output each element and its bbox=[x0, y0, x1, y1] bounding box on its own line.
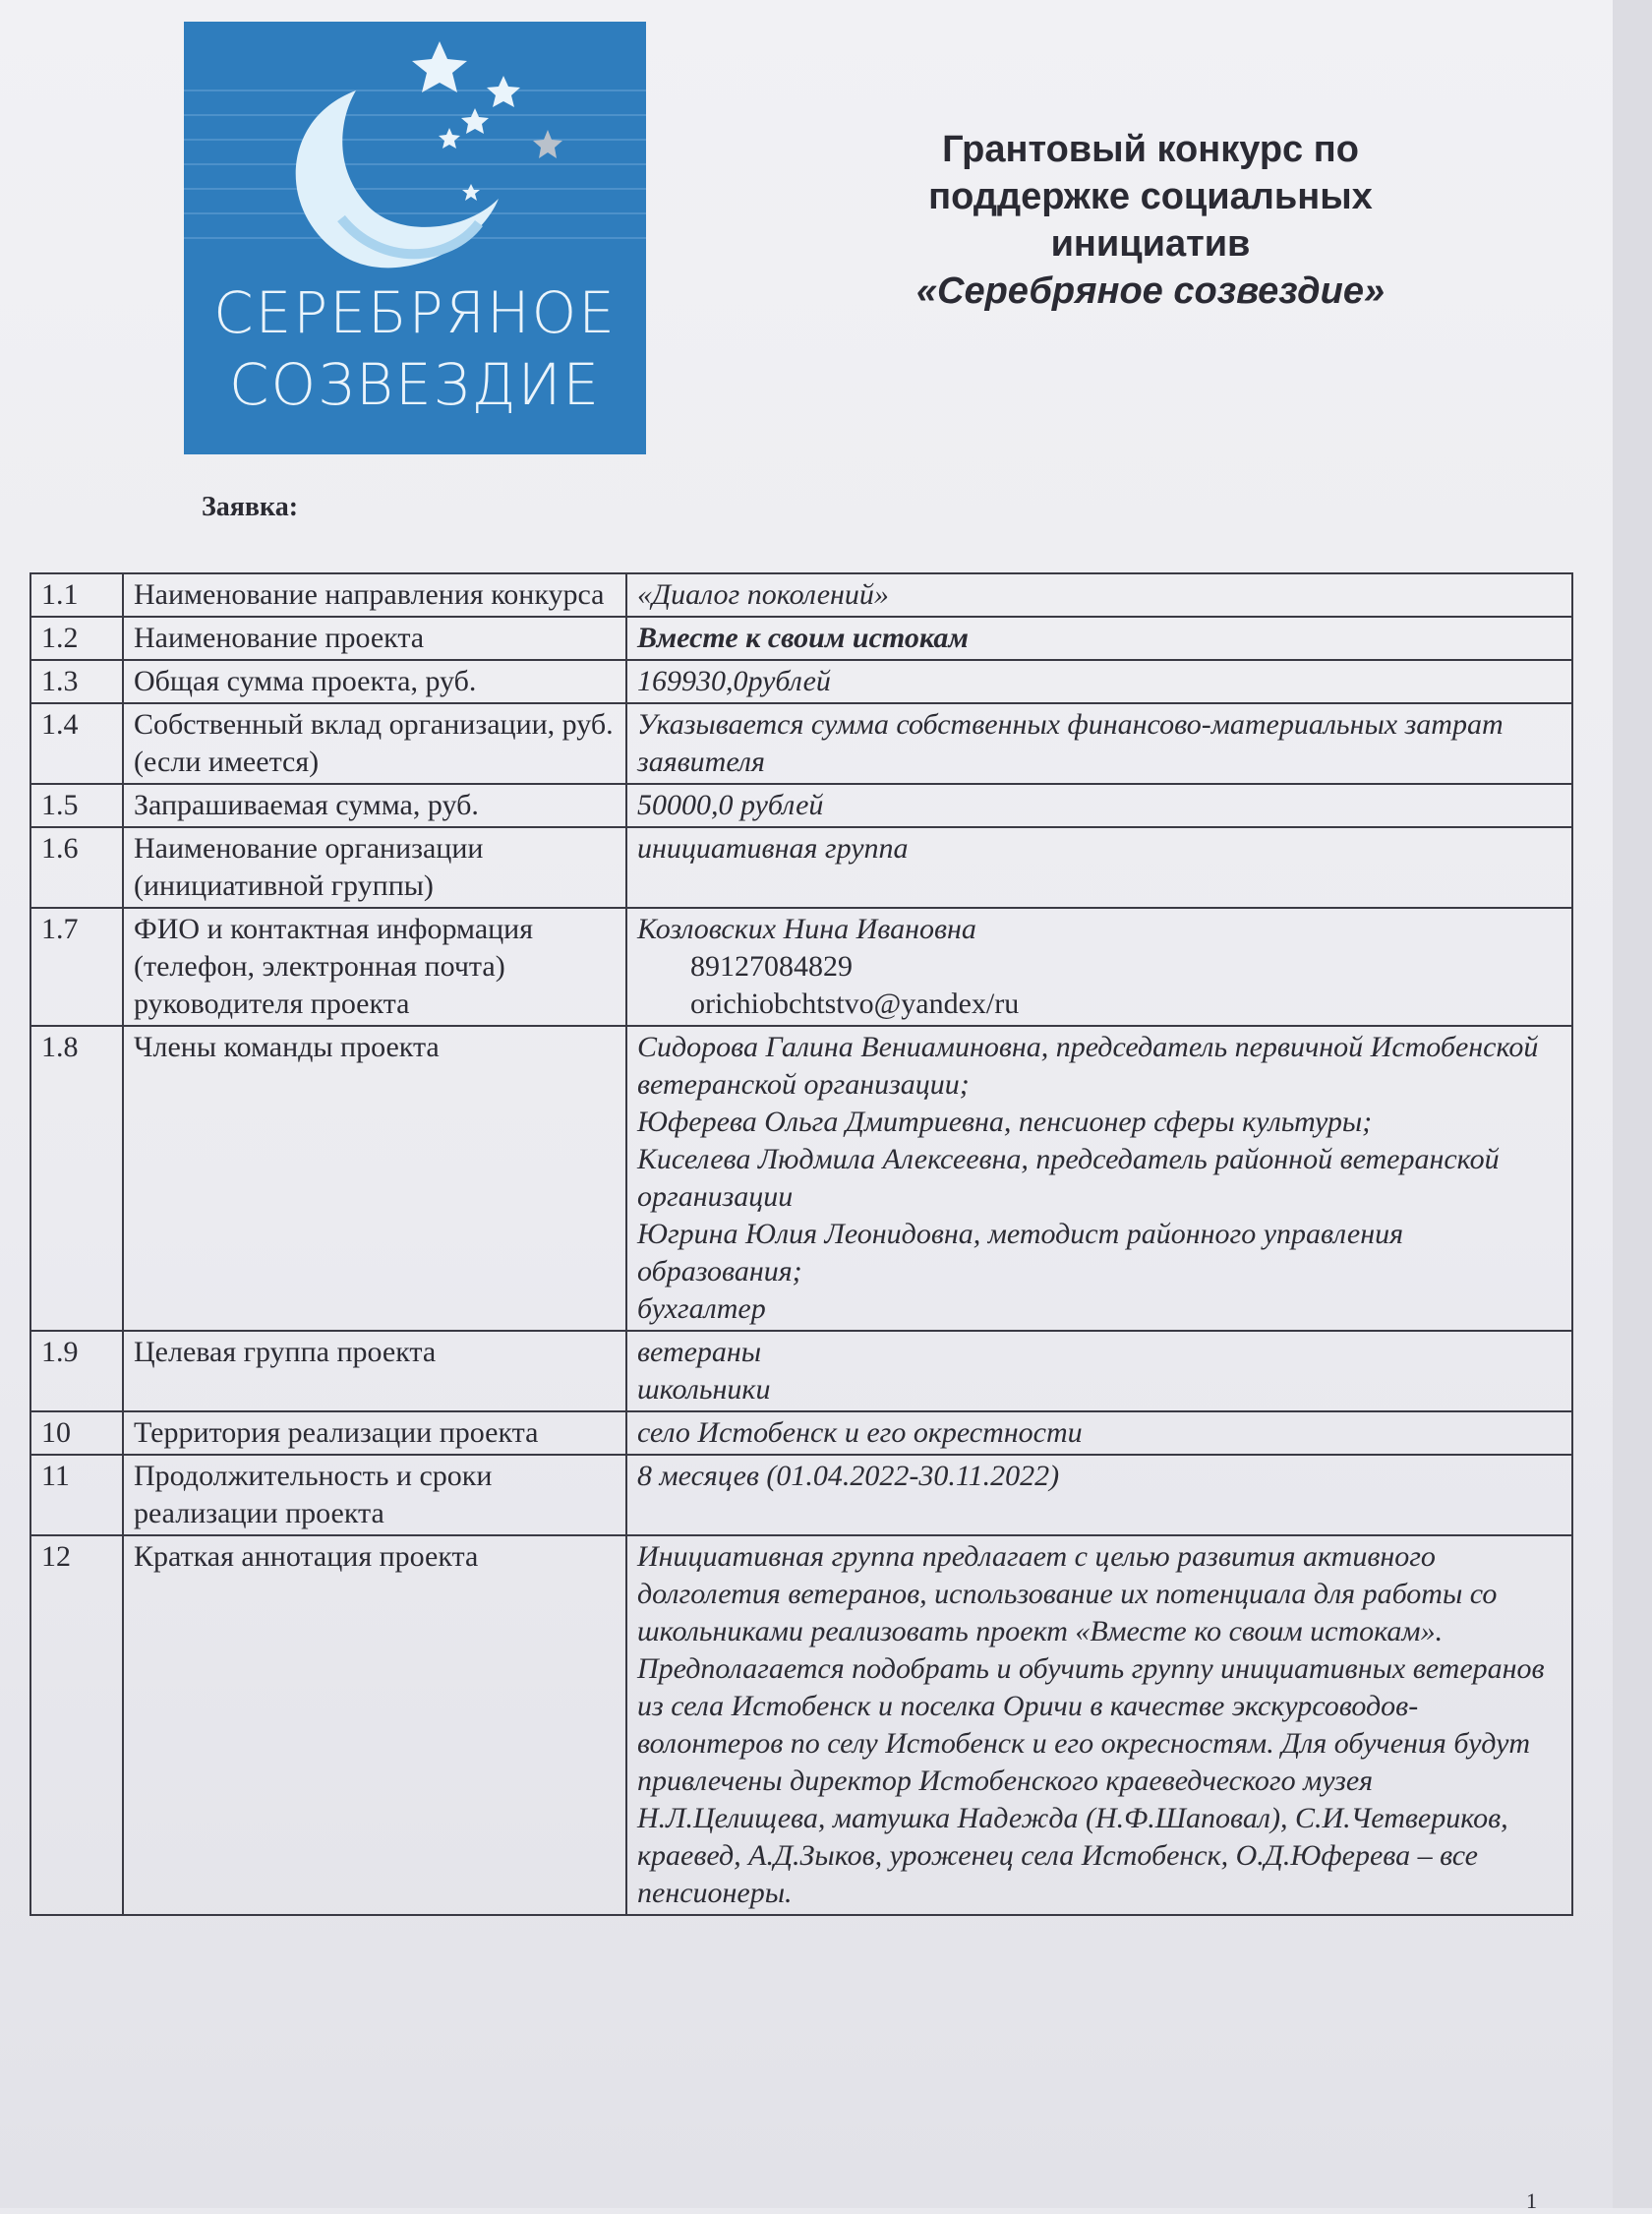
row-value: Указывается сумма собственных финансово-материальных затрат заявителя bbox=[626, 703, 1572, 784]
row-value: 50000,0 рублей bbox=[626, 784, 1572, 827]
row-field: Наименование направления конкурса bbox=[123, 573, 626, 617]
table-row bbox=[30, 1331, 1572, 1411]
title-line: «Серебряное созвездие» bbox=[915, 270, 1386, 312]
target-group: ветераны bbox=[637, 1336, 762, 1368]
row-field: Общая сумма проекта, руб. bbox=[123, 660, 626, 703]
logo-text-line1: СЕРЕБРЯНОЕ bbox=[213, 279, 617, 346]
row-number: 1.2 bbox=[30, 617, 123, 660]
row-value-contacts bbox=[626, 908, 1572, 1026]
row-number: 12 bbox=[30, 1535, 123, 1915]
row-number: 1.5 bbox=[30, 784, 123, 827]
table-row bbox=[30, 1455, 1572, 1535]
team-member: Юферева Ольга Дмитриевна, пенсионер сферы культуры; bbox=[637, 1106, 1373, 1138]
row-field: Продолжительность и сроки реализации проекта bbox=[123, 1455, 626, 1535]
row-field: Наименование проекта bbox=[123, 617, 626, 660]
row-number: 10 bbox=[30, 1411, 123, 1455]
row-number: 11 bbox=[30, 1455, 123, 1535]
page-number: 1 bbox=[1526, 2188, 1537, 2213]
table-row bbox=[30, 660, 1572, 703]
application-label: Заявка: bbox=[202, 492, 299, 522]
table-row bbox=[30, 573, 1572, 617]
contact-phone: 89127084829 bbox=[690, 950, 853, 983]
row-number: 1.9 bbox=[30, 1331, 123, 1411]
row-number: 1.6 bbox=[30, 827, 123, 908]
row-value: 169930,0рублей bbox=[626, 660, 1572, 703]
row-number: 1.4 bbox=[30, 703, 123, 784]
contest-logo bbox=[184, 22, 646, 454]
contact-email: orichiobchtstvo@yandex/ru bbox=[690, 987, 1020, 1020]
team-member: бухгалтер bbox=[637, 1292, 766, 1325]
row-number: 1.7 bbox=[30, 908, 123, 1026]
row-field: Наименование организации (инициативной группы) bbox=[123, 827, 626, 908]
title-line: поддержке социальных bbox=[928, 176, 1373, 217]
row-number: 1.1 bbox=[30, 573, 123, 617]
row-value: инициативная группа bbox=[626, 827, 1572, 908]
page-title bbox=[806, 126, 1495, 315]
row-field: Собственный вклад организации, руб. (если имеется) bbox=[123, 703, 626, 784]
title-line: инициатив bbox=[1050, 223, 1251, 265]
logo-text-line2: СОЗВЕЗДИЕ bbox=[228, 351, 602, 418]
table-row bbox=[30, 1026, 1572, 1331]
row-number: 1.8 bbox=[30, 1026, 123, 1331]
table-row bbox=[30, 784, 1572, 827]
row-field: ФИО и контактная информация (телефон, электронная почта) руководителя проекта bbox=[123, 908, 626, 1026]
row-field: Краткая аннотация проекта bbox=[123, 1535, 626, 1915]
row-field: Территория реализации проекта bbox=[123, 1411, 626, 1455]
table-row bbox=[30, 617, 1572, 660]
team-member: Киселева Людмила Алексеевна, председатель районной ветеранской организации bbox=[637, 1143, 1500, 1213]
row-field: Запрашиваемая сумма, руб. bbox=[123, 784, 626, 827]
row-value: село Истобенск и его окрестности bbox=[626, 1411, 1572, 1455]
table-row bbox=[30, 703, 1572, 784]
row-value-annotation: Инициативная группа предлагает с целью развития активного долголетия ветеранов, использование их потенциала для работы со школьниками реализовать проект «Вместе ко своим истокам». Предполагается подобрать и обучить группу инициативных ветеранов из села Истобенск и поселка Оричи в качестве экскурсоводов-волонтеров по селу Истобенск и его окресностям. Для обучения будут привлечены директор Истобенского краеведческого музея Н.Л.Целищева, матушка Надежда (Н.Ф.Шаповал), С.И.Четвериков, краевед, А.Д.Зыков, уроженец села Истобенск, О.Д.Юферева – все пенсионеры. bbox=[626, 1535, 1572, 1915]
table-row bbox=[30, 827, 1572, 908]
row-value: Вместе к своим истокам bbox=[626, 617, 1572, 660]
page-edge bbox=[1613, 0, 1652, 2208]
row-value-target bbox=[626, 1331, 1572, 1411]
team-member: Югрина Юлия Леонидовна, методист районного управления образования; bbox=[637, 1218, 1404, 1287]
row-field: Целевая группа проекта bbox=[123, 1331, 626, 1411]
row-number: 1.3 bbox=[30, 660, 123, 703]
row-value: 8 месяцев (01.04.2022-30.11.2022) bbox=[626, 1455, 1572, 1535]
table-row bbox=[30, 908, 1572, 1026]
application-table bbox=[30, 572, 1573, 1916]
row-value-team bbox=[626, 1026, 1572, 1331]
table-row bbox=[30, 1411, 1572, 1455]
contact-name: Козловских Нина Ивановна bbox=[637, 913, 976, 945]
target-group: школьники bbox=[637, 1373, 771, 1406]
row-value: «Диалог поколений» bbox=[626, 573, 1572, 617]
title-line: Грантовый конкурс по bbox=[942, 129, 1359, 170]
row-field: Члены команды проекта bbox=[123, 1026, 626, 1331]
team-member: Сидорова Галина Вениаминовна, председатель первичной Истобенской ветеранской организации; bbox=[637, 1031, 1539, 1101]
table-row bbox=[30, 1535, 1572, 1915]
